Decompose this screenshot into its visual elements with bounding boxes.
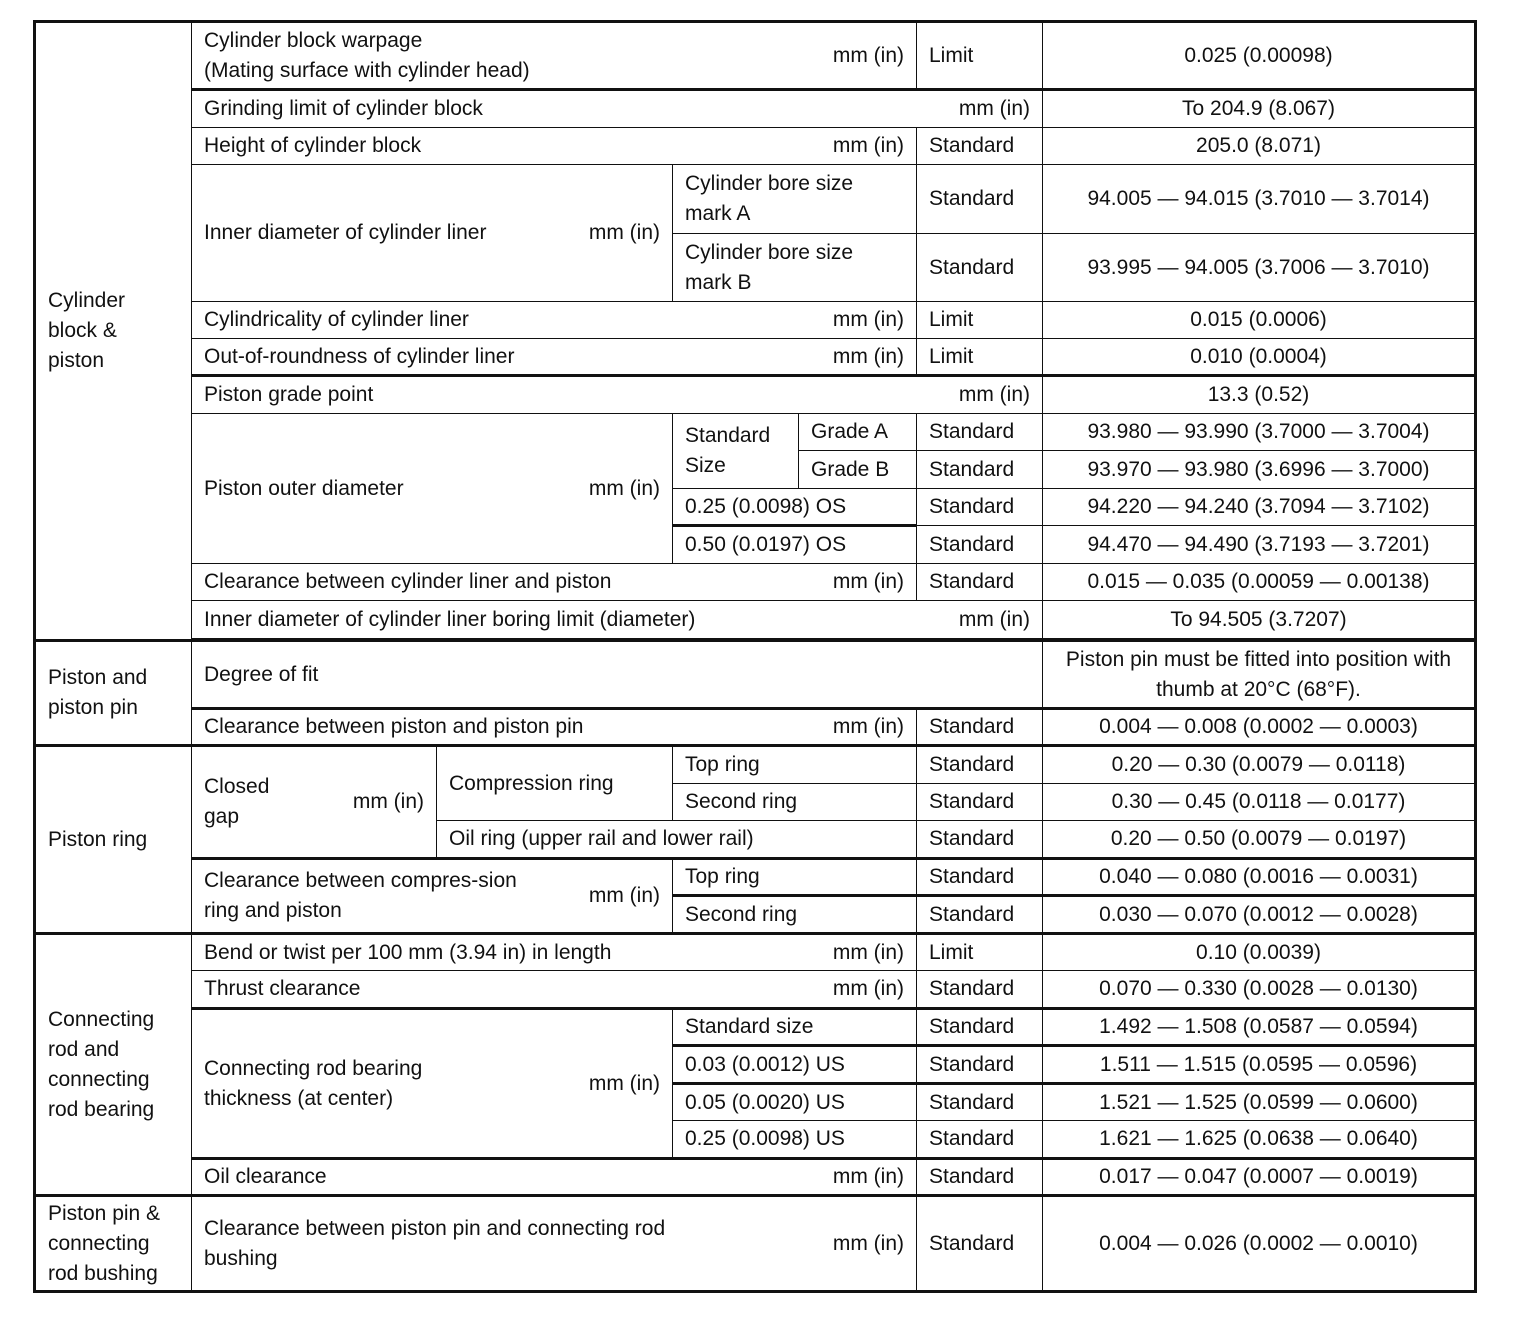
item-cylindricality xyxy=(192,302,917,339)
service-spec-table xyxy=(33,20,1477,1293)
unit-label: mm (in) xyxy=(832,715,904,738)
spec-type: Standard xyxy=(917,784,1043,821)
item-name: Height of cylinder block xyxy=(204,134,422,157)
sub-label: Oil ring (upper rail and lower rail) xyxy=(437,821,917,859)
item-name: Grinding limit of cylinder block xyxy=(204,97,483,120)
group-label: Piston and piston pin xyxy=(48,666,148,719)
spec-value: Piston pin must be fitted into position with thumb at 20°C (68°F). xyxy=(1043,641,1476,709)
group-label: Cylinder block & piston xyxy=(48,289,126,372)
spec-type: Standard xyxy=(917,564,1043,601)
table-row xyxy=(35,641,1476,709)
table-row xyxy=(35,302,1476,339)
spec-type: Standard xyxy=(917,1084,1043,1121)
spec-type: Standard xyxy=(917,1009,1043,1046)
unit-label: mm (in) xyxy=(832,1231,904,1255)
spec-type: Standard xyxy=(917,859,1043,896)
spec-type: Standard xyxy=(917,128,1043,165)
spec-type: Standard xyxy=(917,971,1043,1009)
spec-type: Standard xyxy=(917,414,1043,451)
spec-value: To 94.505 (3.7207) xyxy=(1043,601,1476,639)
group-cylinder-block xyxy=(35,22,192,641)
spec-type: Standard xyxy=(917,1121,1043,1159)
sub-label: 0.25 (0.0098) US xyxy=(673,1121,917,1159)
spec-type: Limit xyxy=(917,339,1043,376)
table-row xyxy=(35,564,1476,601)
item-bend-twist xyxy=(192,934,917,971)
unit-label: mm (in) xyxy=(958,383,1030,406)
spec-type: Standard xyxy=(917,1159,1043,1196)
item-name: Inner diameter of cylinder liner boring limit (diameter) xyxy=(204,607,696,631)
spec-type: Limit xyxy=(917,22,1043,90)
spec-value: 1.521 — 1.525 (0.0599 — 0.0600) xyxy=(1043,1084,1476,1121)
group-pin-bushing xyxy=(35,1196,192,1292)
unit-label: mm (in) xyxy=(352,790,424,813)
item-bushing-clearance xyxy=(192,1196,917,1292)
table-row xyxy=(35,22,1476,90)
spec-type: Standard xyxy=(917,234,1043,302)
table-row xyxy=(35,165,1476,234)
item-name: Thrust clearance xyxy=(204,977,361,1000)
unit-label: mm (in) xyxy=(588,221,660,244)
item-grade-point xyxy=(192,376,1043,414)
spec-type: Standard xyxy=(917,451,1043,489)
spec-value: 0.015 — 0.035 (0.00059 — 0.00138) xyxy=(1043,564,1476,601)
table-row xyxy=(35,1196,1476,1292)
spec-value: 0.10 (0.0039) xyxy=(1043,934,1476,971)
spec-value: 94.470 — 94.490 (3.7193 — 3.7201) xyxy=(1043,526,1476,564)
sub-label: Second ring xyxy=(673,896,917,934)
group-label: Connecting rod and connecting rod bearing xyxy=(48,1007,155,1121)
compression-ring-label: Compression ring xyxy=(437,746,673,821)
spec-value: 0.20 — 0.50 (0.0079 — 0.0197) xyxy=(1043,821,1476,859)
sub-label: 0.50 (0.0197) OS xyxy=(673,526,917,564)
spec-value: 0.30 — 0.45 (0.0118 — 0.0177) xyxy=(1043,784,1476,821)
sub-label: Top ring xyxy=(673,746,917,784)
item-name: Piston outer diameter xyxy=(204,476,404,500)
spec-value: 0.015 (0.0006) xyxy=(1043,302,1476,339)
sub-label: Top ring xyxy=(673,859,917,896)
item-closed-gap xyxy=(192,746,437,859)
spec-type: Standard xyxy=(917,526,1043,564)
item-thrust xyxy=(192,971,917,1009)
table-row xyxy=(35,859,1476,896)
unit-label: mm (in) xyxy=(832,977,904,1000)
item-name: Oil clearance xyxy=(204,1165,327,1188)
sub-label: Grade B xyxy=(799,451,917,489)
item-out-of-roundness xyxy=(192,339,917,376)
unit-label: mm (in) xyxy=(832,570,904,593)
unit-label: mm (in) xyxy=(832,1165,904,1188)
spec-type: Standard xyxy=(917,896,1043,934)
item-name: Closed gap xyxy=(204,775,270,828)
spec-value: 1.621 — 1.625 (0.0638 — 0.0640) xyxy=(1043,1121,1476,1159)
spec-type: Standard xyxy=(917,709,1043,746)
item-name: Cylindricality of cylinder liner xyxy=(204,308,469,331)
unit-label: mm (in) xyxy=(958,97,1030,120)
item-warpage xyxy=(192,22,917,90)
spec-value: 0.025 (0.00098) xyxy=(1043,22,1476,90)
table-row xyxy=(35,746,1476,784)
sub-label: Second ring xyxy=(673,784,917,821)
item-liner-piston-clearance xyxy=(192,564,917,601)
item-name-sub: (Mating surface with cylinder head) xyxy=(204,58,530,82)
group-piston-ring xyxy=(35,746,192,934)
spec-value: 94.220 — 94.240 (3.7094 — 3.7102) xyxy=(1043,489,1476,526)
unit-label: mm (in) xyxy=(832,134,904,157)
item-name: Clearance between cylinder liner and piston xyxy=(204,570,612,593)
item-piston-od xyxy=(192,414,673,564)
item-name: Inner diameter of cylinder liner xyxy=(204,221,487,244)
sub-label: Cylinder bore size mark A xyxy=(673,165,917,234)
group-label: Piston pin & connecting rod bushing xyxy=(48,1201,161,1285)
standard-size-label: Standard Size xyxy=(673,414,799,489)
spec-value: 0.004 — 0.008 (0.0002 — 0.0003) xyxy=(1043,709,1476,746)
spec-type: Standard xyxy=(917,1196,1043,1292)
spec-type: Standard xyxy=(917,1046,1043,1084)
table-row xyxy=(35,601,1476,639)
table-row xyxy=(35,339,1476,376)
item-degree-of-fit: Degree of fit xyxy=(192,641,1043,709)
item-boring-limit xyxy=(192,601,1043,639)
item-name: Clearance between piston pin and connecting rod bushing xyxy=(204,1216,666,1270)
spec-type: Standard xyxy=(917,489,1043,526)
unit-label: mm (in) xyxy=(832,308,904,331)
item-name: Clearance between piston and piston pin xyxy=(204,715,584,738)
group-connecting-rod xyxy=(35,934,192,1196)
spec-value: 94.005 — 94.015 (3.7010 — 3.7014) xyxy=(1043,165,1476,234)
sub-label: 0.25 (0.0098) OS xyxy=(673,489,917,526)
sub-label: 0.03 (0.0012) US xyxy=(673,1046,917,1084)
spec-value: 93.995 — 94.005 (3.7006 — 3.7010) xyxy=(1043,234,1476,302)
unit-label: mm (in) xyxy=(832,43,904,67)
spec-value: 0.004 — 0.026 (0.0002 — 0.0010) xyxy=(1043,1196,1476,1292)
spec-value: 1.492 — 1.508 (0.0587 — 0.0594) xyxy=(1043,1009,1476,1046)
sub-label: 0.05 (0.0020) US xyxy=(673,1084,917,1121)
spec-type: Limit xyxy=(917,934,1043,971)
spec-value: 0.030 — 0.070 (0.0012 — 0.0028) xyxy=(1043,896,1476,934)
spec-value: 1.511 — 1.515 (0.0595 — 0.0596) xyxy=(1043,1046,1476,1084)
table-row xyxy=(35,414,1476,451)
spec-type: Standard xyxy=(917,165,1043,234)
spec-value: 13.3 (0.52) xyxy=(1043,376,1476,414)
item-bearing-thickness xyxy=(192,1009,673,1159)
item-height xyxy=(192,128,917,165)
item-oil-clearance xyxy=(192,1159,917,1196)
spec-value: 0.20 — 0.30 (0.0079 — 0.0118) xyxy=(1043,746,1476,784)
spec-type: Standard xyxy=(917,821,1043,859)
unit-label: mm (in) xyxy=(588,1071,660,1095)
item-ring-clearance xyxy=(192,859,673,934)
item-inner-diameter xyxy=(192,165,673,302)
spec-value: 93.980 — 93.990 (3.7000 — 3.7004) xyxy=(1043,414,1476,451)
item-name: Cylinder block warpage xyxy=(204,28,423,52)
spec-type: Standard xyxy=(917,746,1043,784)
spec-value: 205.0 (8.071) xyxy=(1043,128,1476,165)
item-name: Out-of-roundness of cylinder liner xyxy=(204,344,515,368)
table-row xyxy=(35,1159,1476,1196)
item-name: Connecting rod bearing thickness (at center) xyxy=(204,1056,423,1110)
item-pin-clearance xyxy=(192,709,917,746)
spec-value: To 204.9 (8.067) xyxy=(1043,90,1476,128)
item-name: Piston grade point xyxy=(204,383,374,406)
unit-label: mm (in) xyxy=(588,476,660,500)
table-row xyxy=(35,128,1476,165)
unit-label: mm (in) xyxy=(832,344,904,368)
group-label: Piston ring xyxy=(48,827,148,851)
spec-value: 0.070 — 0.330 (0.0028 — 0.0130) xyxy=(1043,971,1476,1009)
sub-label: Grade A xyxy=(799,414,917,451)
spec-value: 0.040 — 0.080 (0.0016 — 0.0031) xyxy=(1043,859,1476,896)
unit-label: mm (in) xyxy=(832,940,904,964)
table-row xyxy=(35,709,1476,746)
table-row xyxy=(35,376,1476,414)
item-grinding-limit xyxy=(192,90,1043,128)
group-piston-pin xyxy=(35,641,192,746)
table-row xyxy=(35,1009,1476,1046)
sub-label: Cylinder bore size mark B xyxy=(673,234,917,302)
unit-label: mm (in) xyxy=(588,884,660,907)
table-row xyxy=(35,971,1476,1009)
item-name: Bend or twist per 100 mm (3.94 in) in length xyxy=(204,940,612,964)
unit-label: mm (in) xyxy=(958,607,1030,631)
item-name: Clearance between compres-sion ring and piston xyxy=(204,869,517,922)
table-row xyxy=(35,90,1476,128)
spec-type: Limit xyxy=(917,302,1043,339)
spec-value: 93.970 — 93.980 (3.6996 — 3.7000) xyxy=(1043,451,1476,489)
sub-label: Standard size xyxy=(673,1009,917,1046)
table-row xyxy=(35,934,1476,971)
spec-value: 0.010 (0.0004) xyxy=(1043,339,1476,376)
spec-value: 0.017 — 0.047 (0.0007 — 0.0019) xyxy=(1043,1159,1476,1196)
